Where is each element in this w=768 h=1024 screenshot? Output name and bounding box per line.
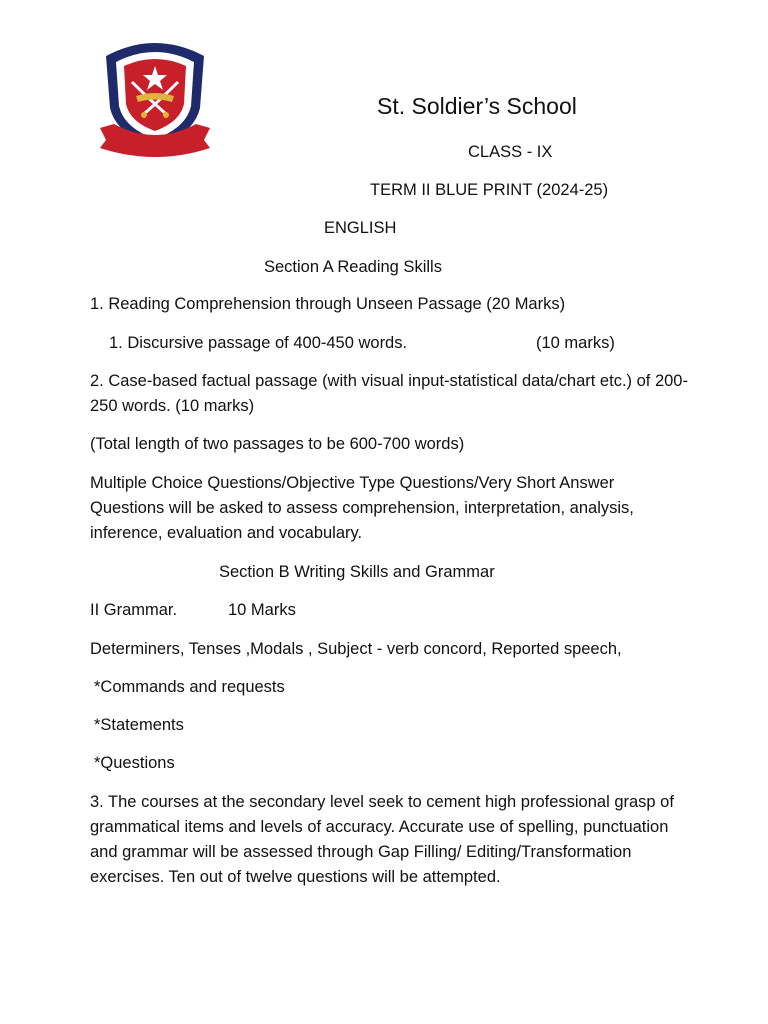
mcq-note: Multiple Choice Questions/Objective Type Questions/Very Short Answer Questions will be asked to assess comprehension, interpretation, analysis, inference, evaluation and vocabulary. [90, 474, 634, 542]
discursive-passage-marks: (10 marks) [536, 334, 615, 352]
reading-comprehension-item: 1. Reading Comprehension through Unseen Passage (20 Marks) [90, 295, 566, 313]
grammar-topics: Determiners, Tenses ,Modals , Subject - verb concord, Reported speech, [90, 640, 622, 658]
bullet-item: *Questions [94, 754, 175, 772]
section-b-heading: Section B Writing Skills and Grammar [219, 563, 495, 581]
subject-heading: ENGLISH [324, 219, 397, 237]
section-a-heading: Section A Reading Skills [264, 258, 442, 276]
bullet-item: *Commands and requests [94, 678, 285, 696]
total-length-note: (Total length of two passages to be 600-700 words) [90, 435, 465, 453]
grammar-marks: 10 Marks [228, 601, 296, 619]
bullet-item: *Statements [94, 716, 184, 734]
class-label: CLASS - IX [468, 143, 553, 161]
discursive-passage-item: 1. Discursive passage of 400-450 words. [109, 334, 408, 352]
school-name: St. Soldier’s School [377, 93, 577, 119]
school-crest-logo [96, 36, 214, 160]
case-based-passage-item: 2. Case-based factual passage (with visual input-statistical data/chart etc.) of 200-250 words. (10 marks) [90, 372, 688, 415]
courses-paragraph: 3. The courses at the secondary level seek to cement high professional grasp of grammatical items and levels of accuracy. Accurate use of spelling, punctuation and grammar will be assessed through Gap Filling/ Editing/Transformation exercises. Ten out of twelve questions will be attempted. [90, 793, 674, 886]
grammar-label: II Grammar. [90, 601, 178, 619]
blueprint-title: TERM II BLUE PRINT (2024-25) [370, 181, 609, 199]
